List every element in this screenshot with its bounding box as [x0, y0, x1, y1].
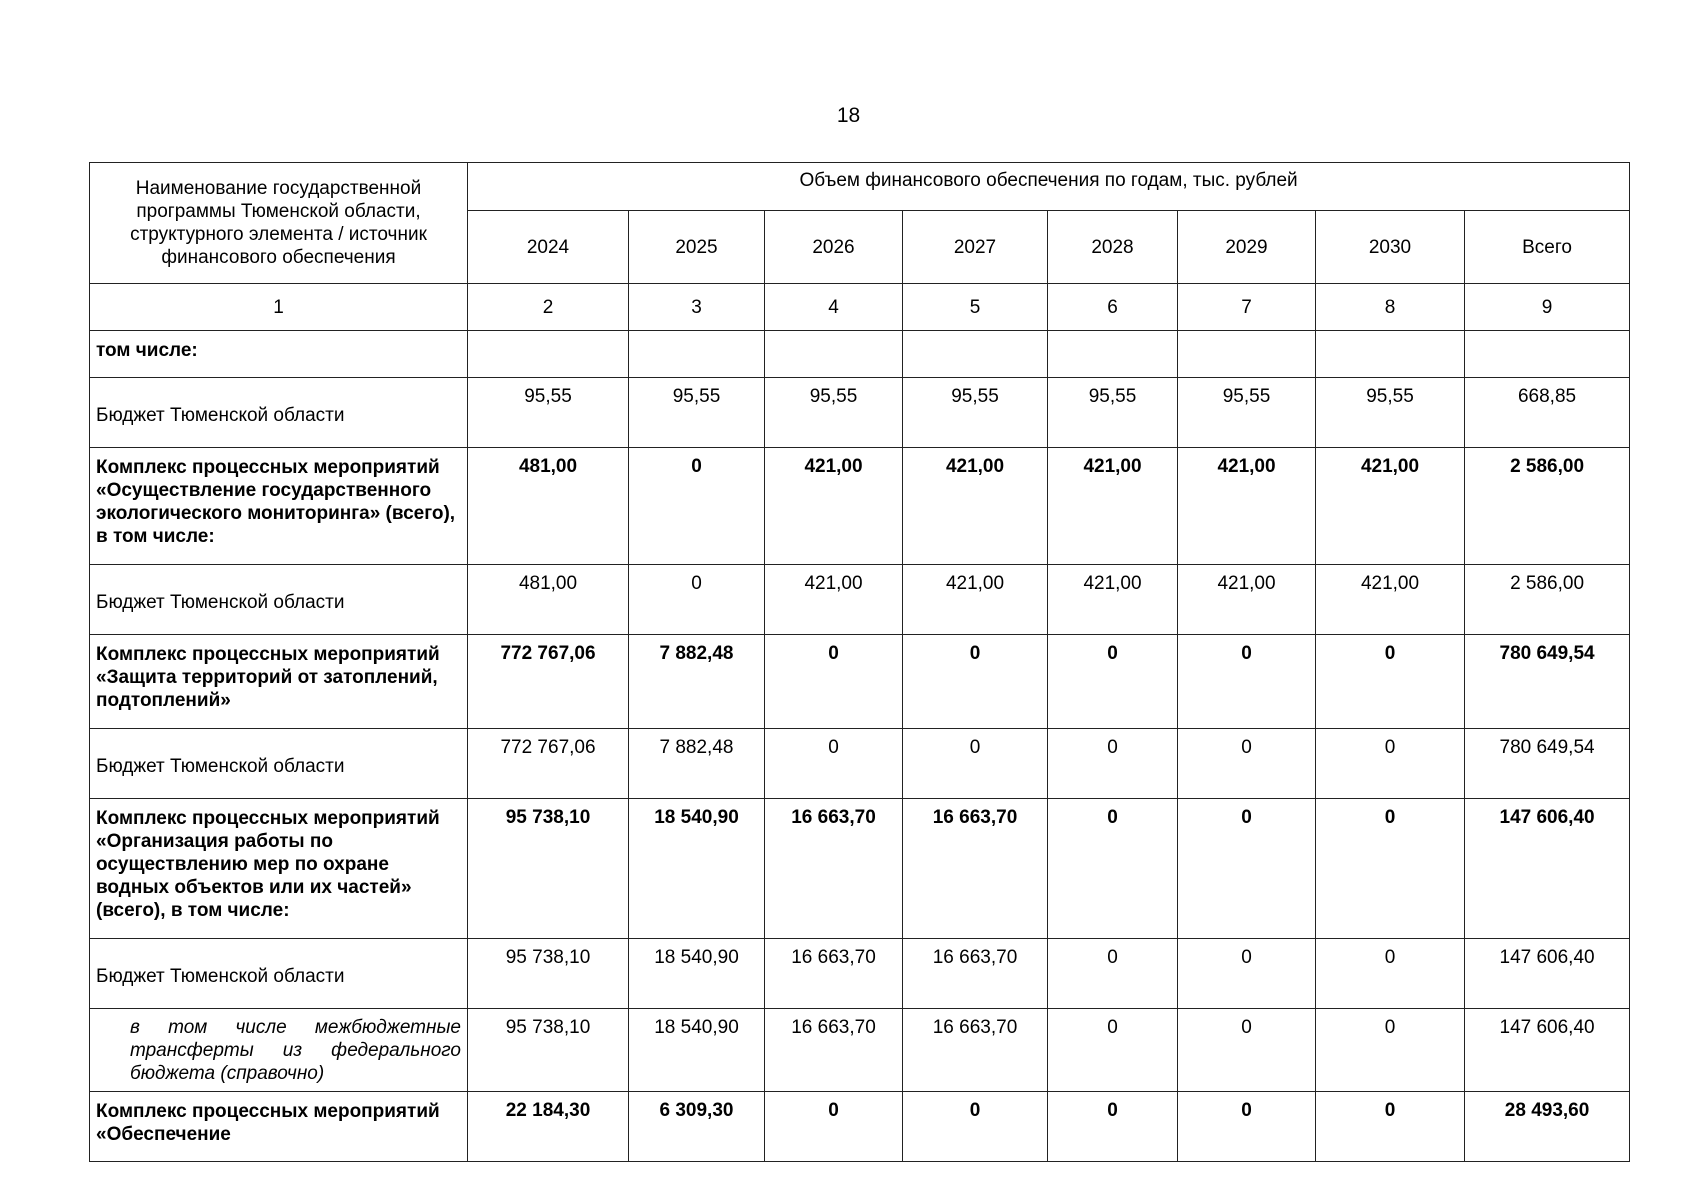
cell-value: 95 738,10 [468, 1009, 629, 1092]
cell-value: 95 738,10 [468, 799, 629, 939]
cell-value: 0 [1178, 635, 1316, 729]
cell-value [1178, 331, 1316, 378]
financing-table [89, 162, 1630, 1162]
cell-value: 0 [903, 1092, 1048, 1162]
cell-value: 0 [1178, 1092, 1316, 1162]
row-name: Бюджет Тюменской области [90, 939, 468, 1009]
cell-value: 0 [765, 729, 903, 799]
cell-value: 95,55 [468, 378, 629, 448]
cell-value: 780 649,54 [1465, 729, 1630, 799]
cell-value [468, 331, 629, 378]
cell-value: 6 309,30 [629, 1092, 765, 1162]
cell-value: 421,00 [903, 448, 1048, 565]
cell-value: 95,55 [765, 378, 903, 448]
table-row [90, 565, 1630, 635]
cell-value: 147 606,40 [1465, 1009, 1630, 1092]
cell-value: 421,00 [1178, 448, 1316, 565]
cell-value: 0 [1048, 939, 1178, 1009]
table-header [90, 163, 1630, 331]
cell-value: 16 663,70 [765, 939, 903, 1009]
row-name: Комплекс процессных мероприятий «Осуществление государственного экологического мониторинга» (всего), в том числе: [90, 448, 468, 565]
cell-value [765, 331, 903, 378]
cell-value: 16 663,70 [903, 939, 1048, 1009]
header-year-2026: 2026 [765, 211, 903, 284]
column-number: 4 [765, 284, 903, 331]
cell-value: 16 663,70 [903, 1009, 1048, 1092]
row-name: Бюджет Тюменской области [90, 378, 468, 448]
header-year-2029: 2029 [1178, 211, 1316, 284]
table-row [90, 331, 1630, 378]
row-name: Бюджет Тюменской области [90, 565, 468, 635]
cell-value: 0 [1178, 729, 1316, 799]
cell-value: 0 [1316, 635, 1465, 729]
cell-value: 421,00 [1048, 448, 1178, 565]
header-year-2030: 2030 [1316, 211, 1465, 284]
cell-value: 421,00 [1316, 565, 1465, 635]
cell-value: 0 [1048, 729, 1178, 799]
cell-value: 421,00 [903, 565, 1048, 635]
cell-value: 22 184,30 [468, 1092, 629, 1162]
cell-value: 0 [1316, 1092, 1465, 1162]
cell-value: 18 540,90 [629, 939, 765, 1009]
cell-value: 0 [1178, 799, 1316, 939]
cell-value [629, 331, 765, 378]
column-number: 2 [468, 284, 629, 331]
table-row [90, 939, 1630, 1009]
cell-value: 16 663,70 [765, 799, 903, 939]
cell-value [1316, 331, 1465, 378]
cell-value: 0 [629, 448, 765, 565]
cell-value: 772 767,06 [468, 635, 629, 729]
cell-value: 18 540,90 [629, 799, 765, 939]
header-year-2025: 2025 [629, 211, 765, 284]
cell-value: 7 882,48 [629, 635, 765, 729]
cell-value: 421,00 [1048, 565, 1178, 635]
cell-value: 0 [1178, 1009, 1316, 1092]
column-number: 5 [903, 284, 1048, 331]
row-name: Комплекс процессных мероприятий «Защита территорий от затоплений, подтоплений» [90, 635, 468, 729]
row-name: Бюджет Тюменской области [90, 729, 468, 799]
cell-value [903, 331, 1048, 378]
cell-value: 0 [1048, 799, 1178, 939]
cell-value: 772 767,06 [468, 729, 629, 799]
header-total: Всего [1465, 211, 1630, 284]
cell-value: 0 [1048, 635, 1178, 729]
cell-value: 780 649,54 [1465, 635, 1630, 729]
cell-value: 0 [1316, 729, 1465, 799]
cell-value: 16 663,70 [903, 799, 1048, 939]
table-row [90, 635, 1630, 729]
table-row [90, 448, 1630, 565]
header-group-cell: Объем финансового обеспечения по годам, тыс. рублей [468, 163, 1630, 211]
column-number: 6 [1048, 284, 1178, 331]
cell-value: 7 882,48 [629, 729, 765, 799]
cell-value: 0 [765, 1092, 903, 1162]
column-number: 9 [1465, 284, 1630, 331]
cell-value: 95,55 [1316, 378, 1465, 448]
header-year-2028: 2028 [1048, 211, 1178, 284]
cell-value: 0 [1316, 1009, 1465, 1092]
cell-value: 0 [903, 635, 1048, 729]
cell-value: 95,55 [1048, 378, 1178, 448]
cell-value: 28 493,60 [1465, 1092, 1630, 1162]
row-name: Комплекс процессных мероприятий «Организация работы по осуществлению мер по охране водных объектов или их частей» (всего), в том числе: [90, 799, 468, 939]
cell-value: 0 [1316, 939, 1465, 1009]
table-row [90, 1092, 1630, 1162]
cell-value: 0 [1048, 1092, 1178, 1162]
table-row [90, 729, 1630, 799]
column-number: 8 [1316, 284, 1465, 331]
column-numbers-row [90, 284, 1630, 331]
row-name: Комплекс процессных мероприятий «Обеспечение [90, 1092, 468, 1162]
column-number: 3 [629, 284, 765, 331]
table-row [90, 1009, 1630, 1092]
cell-value [1465, 331, 1630, 378]
column-number: 1 [90, 284, 468, 331]
header-year-2027: 2027 [903, 211, 1048, 284]
cell-value: 421,00 [1178, 565, 1316, 635]
cell-value: 16 663,70 [765, 1009, 903, 1092]
cell-value: 95,55 [1178, 378, 1316, 448]
column-number: 7 [1178, 284, 1316, 331]
cell-value: 18 540,90 [629, 1009, 765, 1092]
cell-value: 2 586,00 [1465, 565, 1630, 635]
header-year-2024: 2024 [468, 211, 629, 284]
cell-value: 95,55 [629, 378, 765, 448]
table-body [90, 331, 1630, 1162]
cell-value: 2 586,00 [1465, 448, 1630, 565]
row-name: в том числе межбюджетные трансферты из федерального бюджета (справочно) [90, 1009, 468, 1092]
cell-value: 481,00 [468, 565, 629, 635]
cell-value: 147 606,40 [1465, 799, 1630, 939]
cell-value: 421,00 [765, 565, 903, 635]
cell-value: 95 738,10 [468, 939, 629, 1009]
table-row [90, 799, 1630, 939]
page-number: 18 [836, 104, 861, 127]
cell-value: 668,85 [1465, 378, 1630, 448]
cell-value: 421,00 [1316, 448, 1465, 565]
row-name: том числе: [90, 331, 468, 378]
cell-value: 0 [629, 565, 765, 635]
cell-value: 0 [1048, 1009, 1178, 1092]
cell-value: 481,00 [468, 448, 629, 565]
cell-value: 0 [1178, 939, 1316, 1009]
cell-value: 421,00 [765, 448, 903, 565]
cell-value: 0 [1316, 799, 1465, 939]
cell-value: 0 [903, 729, 1048, 799]
cell-value: 147 606,40 [1465, 939, 1630, 1009]
cell-value: 95,55 [903, 378, 1048, 448]
table-row [90, 378, 1630, 448]
cell-value [1048, 331, 1178, 378]
cell-value: 0 [765, 635, 903, 729]
header-name-cell: Наименование государственной программы Тюменской области, структурного элемента / источник финансового обеспечения [90, 163, 468, 284]
